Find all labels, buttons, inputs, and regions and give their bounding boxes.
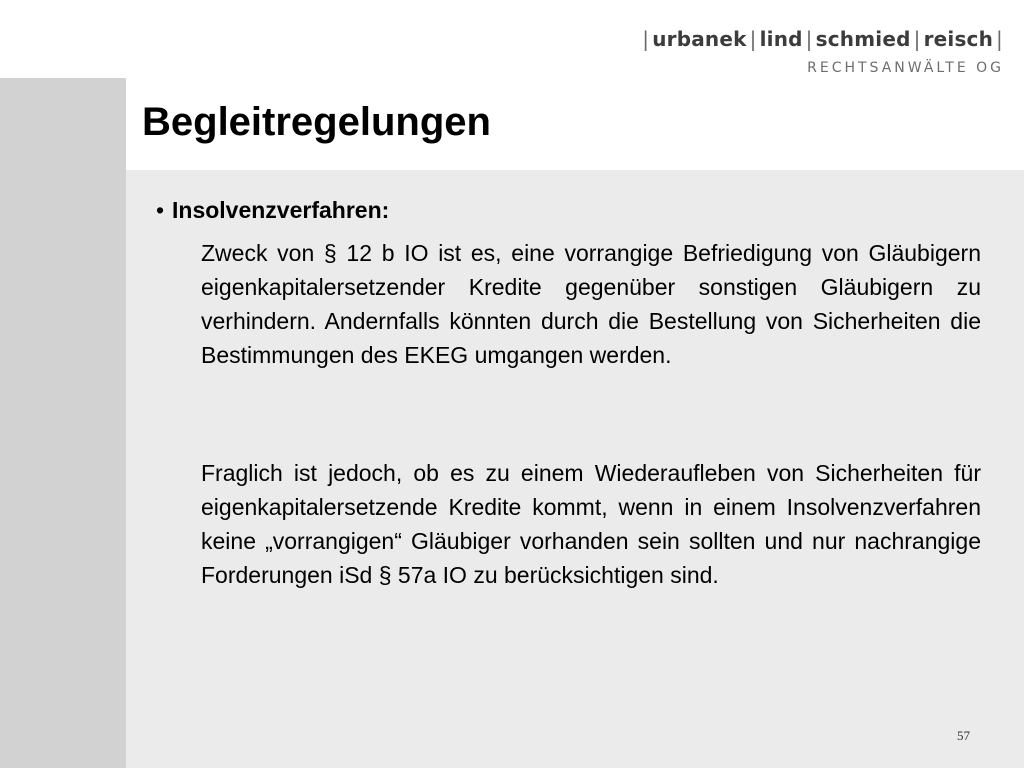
bullet-heading-text: Insolvenzverfahren:: [172, 197, 390, 223]
logo-separator: |: [996, 27, 1003, 51]
left-decorative-bar: [0, 78, 126, 768]
bullet-icon: •: [156, 197, 165, 223]
logo-subtitle: RECHTSANWÄLTE OG: [807, 60, 1004, 76]
firm-logo: [639, 24, 1006, 76]
logo-name-lind: lind: [759, 27, 803, 51]
logo-separator: |: [749, 27, 757, 51]
logo-separator: |: [642, 27, 650, 51]
logo-separator: |: [805, 27, 813, 51]
slide-title: Begleitregelungen: [142, 100, 491, 144]
logo-name-reisch: reisch: [923, 27, 994, 51]
logo-separator: |: [913, 27, 921, 51]
logo-names: [639, 24, 1006, 54]
page-number: 57: [957, 728, 970, 743]
paragraph-purpose: Zweck von § 12 b IO ist es, eine vorrangige Befriedigung von Gläubigern eigenkapitalersetzender Kredite gegenüber sonstigen Gläubigern zu verhindern. Andernfalls könnten durch die Bestellung von Sicherheiten die Bestimmungen des EKEG umgangen werden.: [201, 240, 981, 368]
paragraph-question: Fraglich ist jedoch, ob es zu einem Wiederaufleben von Sicherheiten für eigenkapitalersetzende Kredite kommt, wenn in einem Insolvenzverfahren keine „vorrangigen“ Gläubiger vorhanden sein sollten und nur nachrangige Forderungen iSd § 57a IO zu berücksichtigen sind.: [201, 460, 981, 588]
logo-name-schmied: schmied: [815, 27, 911, 51]
bullet-heading: [156, 197, 389, 224]
logo-name-urbanek: urbanek: [652, 27, 747, 51]
